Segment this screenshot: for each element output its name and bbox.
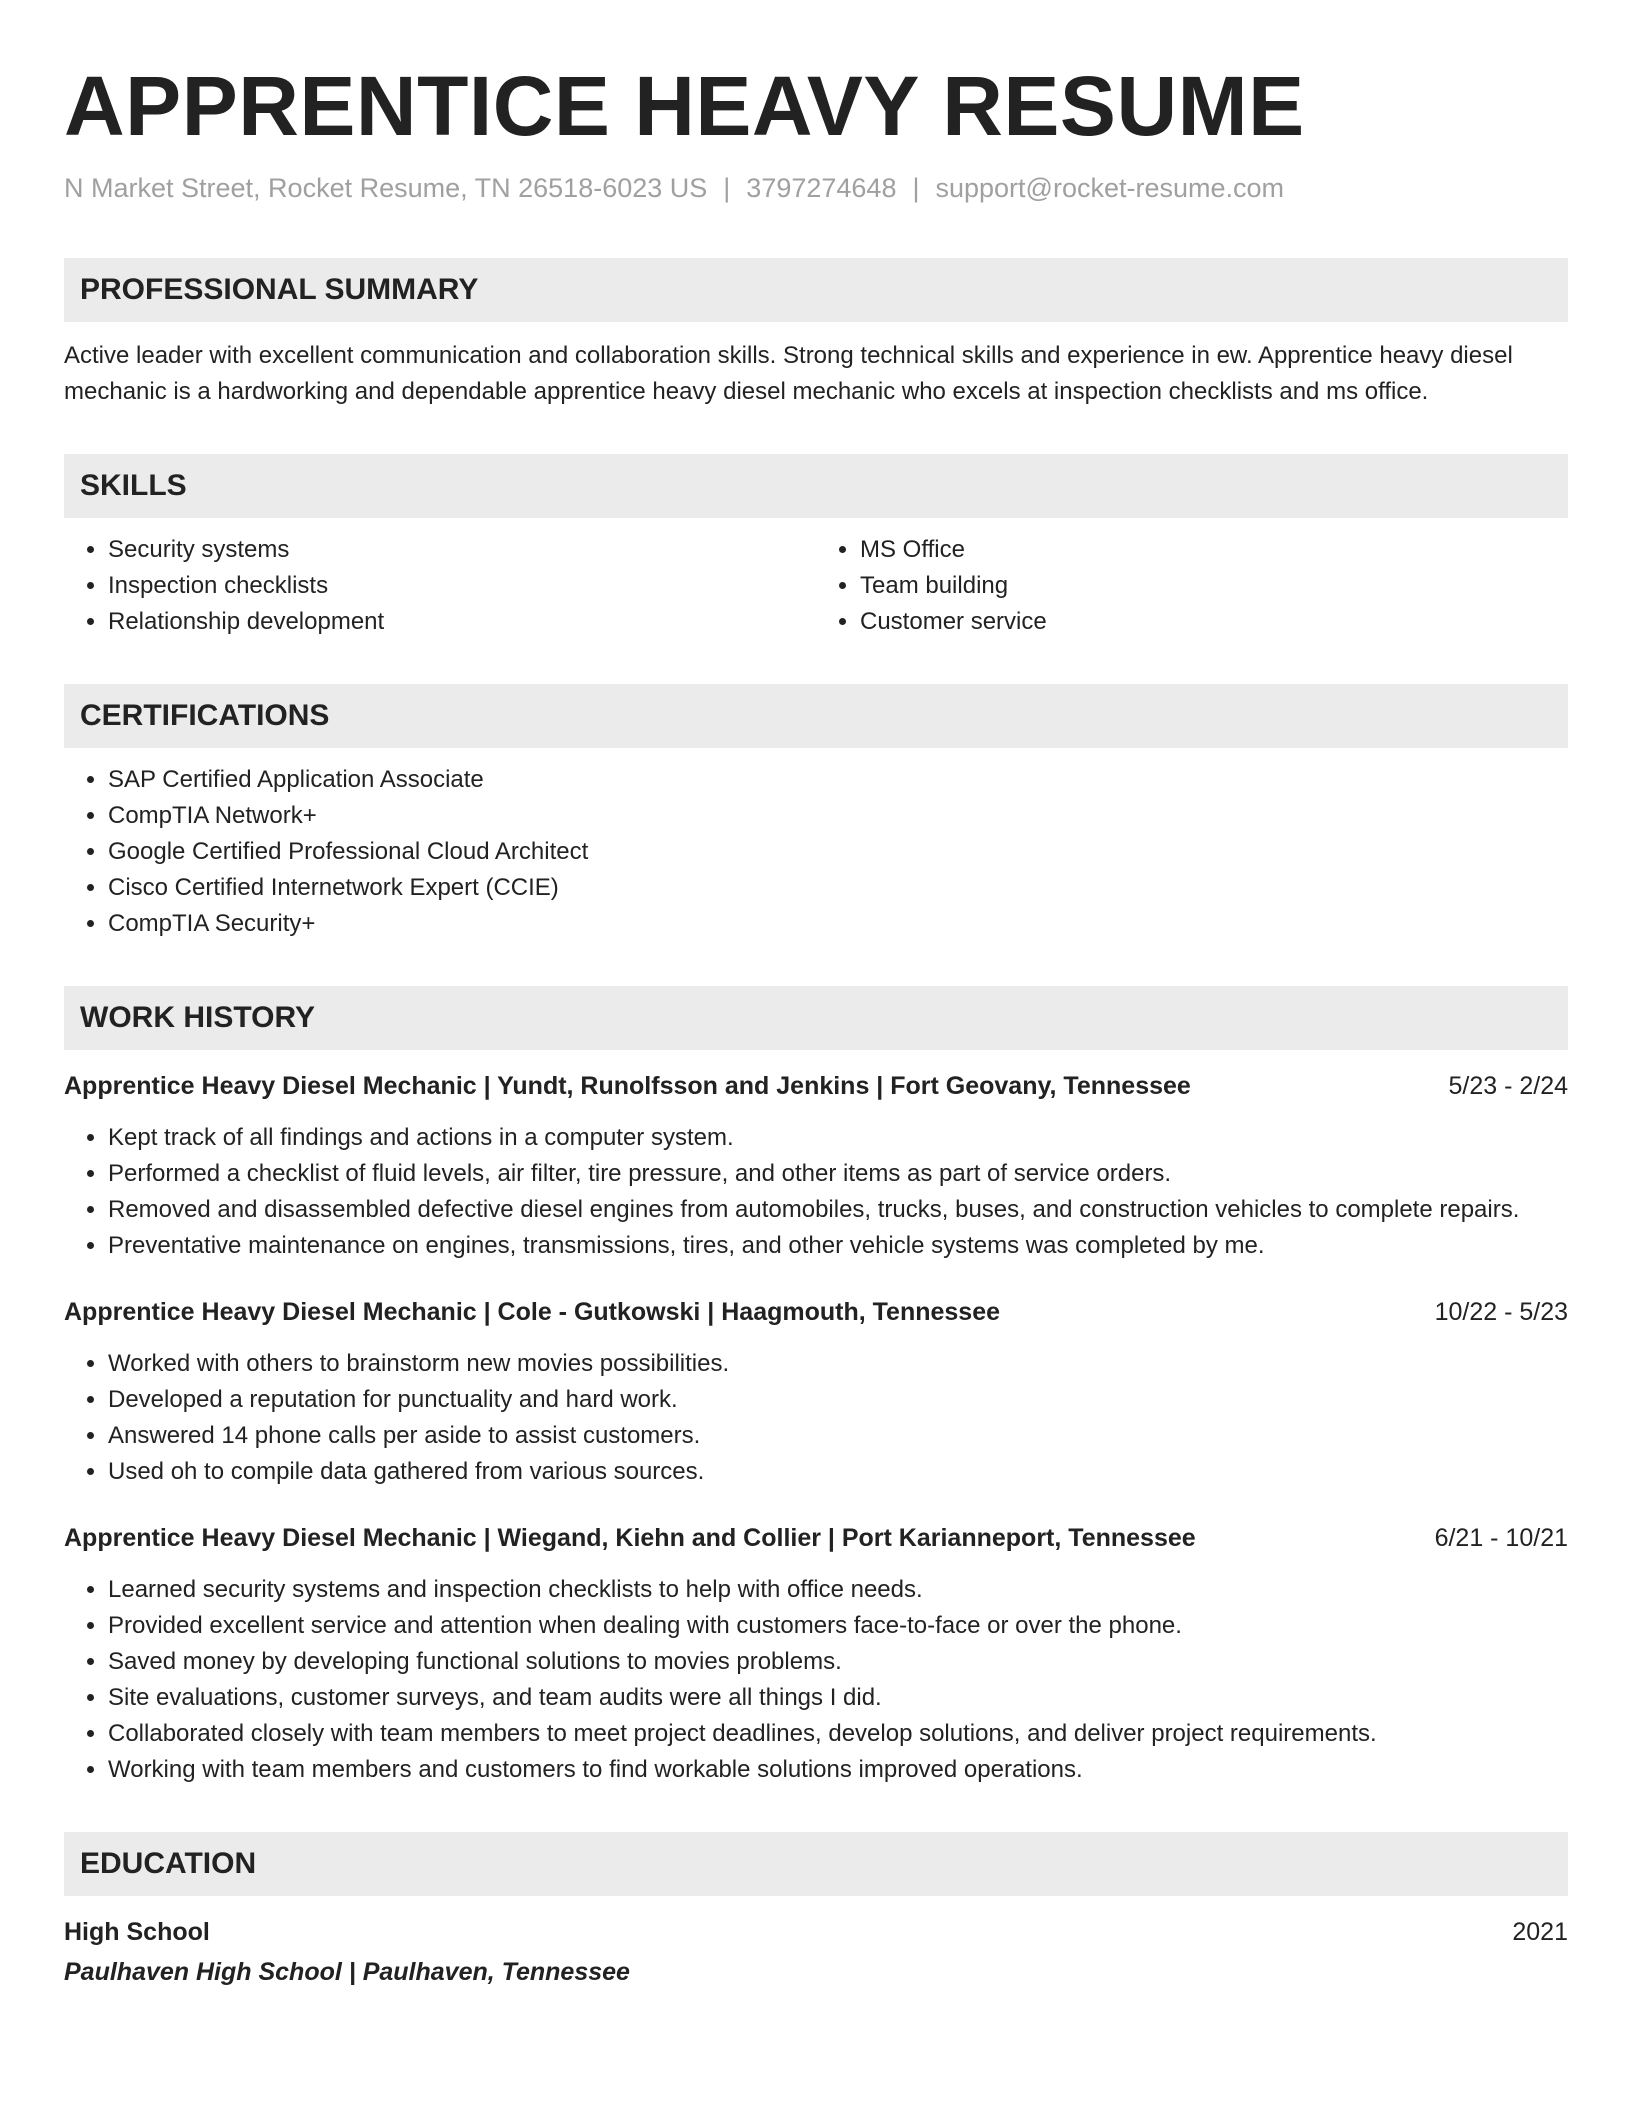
job-bullets bbox=[64, 1120, 1568, 1264]
job-header bbox=[64, 1520, 1568, 1556]
job-dates: 10/22 - 5/23 bbox=[1434, 1297, 1568, 1326]
job-bullet: • Learned security systems and inspection checklists to help with office needs. bbox=[108, 1572, 1568, 1608]
section-heading-summary: PROFESSIONAL SUMMARY bbox=[64, 258, 1568, 322]
job-bullet: • Preventative maintenance on engines, transmissions, tires, and other vehicle systems was completed by me. bbox=[108, 1228, 1568, 1264]
section-heading-education: EDUCATION bbox=[64, 1832, 1568, 1896]
skill-item: • Relationship development bbox=[108, 604, 816, 640]
contact-address: N Market Street, Rocket Resume, TN 26518-6023 US bbox=[64, 172, 708, 203]
contact-email: support@rocket-resume.com bbox=[935, 172, 1285, 203]
skills-column-left bbox=[64, 532, 816, 640]
job-bullet: • Worked with others to brainstorm new movies possibilities. bbox=[108, 1346, 1568, 1382]
certification-item: • Google Certified Professional Cloud Architect bbox=[108, 834, 1568, 870]
contact-line bbox=[64, 171, 1568, 206]
job-entry bbox=[64, 1520, 1568, 1788]
job-title: Apprentice Heavy Diesel Mechanic | Yundt, Runolfsson and Jenkins | Fort Geovany, Tennessee bbox=[64, 1071, 1191, 1100]
skill-item: • Customer service bbox=[860, 604, 1568, 640]
certifications-list bbox=[64, 762, 1568, 942]
job-bullet: • Provided excellent service and attention when dealing with customers face-to-face or over the phone. bbox=[108, 1608, 1568, 1644]
summary-text: Active leader with excellent communication and collaboration skills. Strong technical skills and experience in ew. Apprentice heavy diesel mechanic is a hardworking and dependable apprentice heavy diesel mechanic who excels at inspection checklists and ms office. bbox=[64, 341, 1513, 405]
contact-separator: | bbox=[912, 172, 920, 203]
skill-item: • Inspection checklists bbox=[108, 568, 816, 604]
certification-item: • CompTIA Network+ bbox=[108, 798, 1568, 834]
certification-item: • CompTIA Security+ bbox=[108, 906, 1568, 942]
job-header bbox=[64, 1294, 1568, 1330]
job-bullet: • Collaborated closely with team members to meet project deadlines, develop solutions, and deliver project requirements. bbox=[108, 1716, 1568, 1752]
job-entry bbox=[64, 1294, 1568, 1490]
job-bullet: • Removed and disassembled defective diesel engines from automobiles, trucks, buses, and construction vehicles to complete repairs. bbox=[108, 1192, 1568, 1228]
job-bullet: • Site evaluations, customer surveys, and team audits were all things I did. bbox=[108, 1680, 1568, 1716]
job-bullet: • Answered 14 phone calls per aside to assist customers. bbox=[108, 1418, 1568, 1454]
education-school: Paulhaven High School | Paulhaven, Tennessee bbox=[64, 1957, 630, 1986]
job-bullets bbox=[64, 1572, 1568, 1788]
skills-list bbox=[64, 532, 1568, 640]
job-entry bbox=[64, 1068, 1568, 1264]
skill-item: • Security systems bbox=[108, 532, 816, 568]
skills-column-right bbox=[816, 532, 1568, 640]
section-heading-certifications: CERTIFICATIONS bbox=[64, 684, 1568, 748]
job-bullet: • Working with team members and customers to find workable solutions improved operations. bbox=[108, 1752, 1568, 1788]
skill-item: • Team building bbox=[860, 568, 1568, 604]
contact-phone: 3797274648 bbox=[746, 172, 897, 203]
job-bullet: • Used oh to compile data gathered from various sources. bbox=[108, 1454, 1568, 1490]
job-title: Apprentice Heavy Diesel Mechanic | Wiegand, Kiehn and Collier | Port Karianneport, Tennessee bbox=[64, 1523, 1196, 1552]
education-year: 2021 bbox=[1512, 1917, 1568, 1946]
job-bullet: • Saved money by developing functional solutions to movies problems. bbox=[108, 1644, 1568, 1680]
job-bullets bbox=[64, 1346, 1568, 1490]
job-dates: 5/23 - 2/24 bbox=[1448, 1071, 1568, 1100]
resume-name: APPRENTICE HEAVY RESUME bbox=[64, 59, 1305, 153]
section-heading-work-history: WORK HISTORY bbox=[64, 986, 1568, 1050]
education-header bbox=[64, 1914, 1568, 1950]
job-title: Apprentice Heavy Diesel Mechanic | Cole - Gutkowski | Haagmouth, Tennessee bbox=[64, 1297, 1001, 1326]
job-bullet: • Developed a reputation for punctuality and hard work. bbox=[108, 1382, 1568, 1418]
job-bullet: • Kept track of all findings and actions in a computer system. bbox=[108, 1120, 1568, 1156]
skill-item: • MS Office bbox=[860, 532, 1568, 568]
certification-item: • Cisco Certified Internetwork Expert (CCIE) bbox=[108, 870, 1568, 906]
contact-separator: | bbox=[723, 172, 731, 203]
section-heading-skills: SKILLS bbox=[64, 454, 1568, 518]
job-bullet: • Performed a checklist of fluid levels, air filter, tire pressure, and other items as part of service orders. bbox=[108, 1156, 1568, 1192]
certification-item: • SAP Certified Application Associate bbox=[108, 762, 1568, 798]
job-dates: 6/21 - 10/21 bbox=[1434, 1523, 1568, 1552]
job-header bbox=[64, 1068, 1568, 1104]
education-degree: High School bbox=[64, 1917, 210, 1946]
